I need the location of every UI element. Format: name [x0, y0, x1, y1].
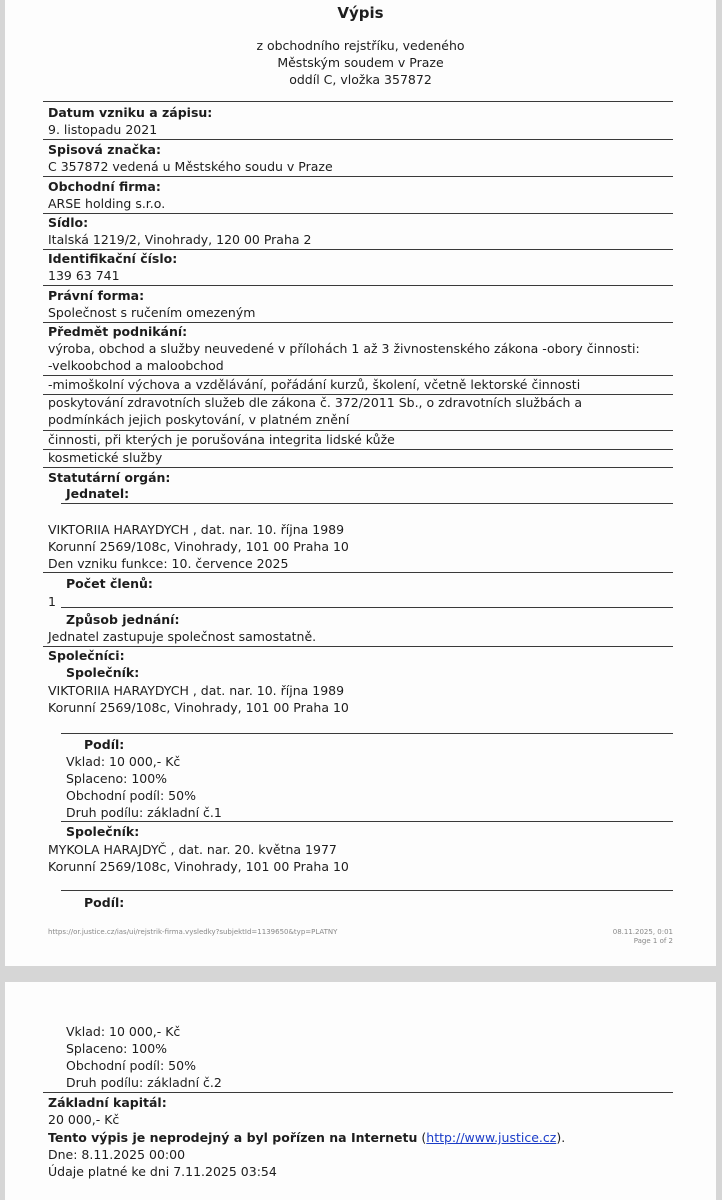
closing-statement: [48, 1130, 565, 1145]
closing-bold-text: Tento výpis je neprodejný a byl pořízen na Internetu: [48, 1130, 418, 1145]
spolecnik-address: Korunní 2569/108c, Vinohrady, 101 00 Praha 10: [48, 700, 349, 715]
predmet-line: činnosti, při kterých je porušována integrita lidské kůže: [48, 432, 395, 447]
podil-label: Podíl:: [84, 895, 125, 910]
forma-value: Společnost s ručením omezeným: [48, 305, 256, 320]
divider: [43, 646, 673, 647]
predmet-line: podmínkách jejich poskytování, v platném znění: [48, 412, 350, 427]
vklad: Vklad: 10 000,- Kč: [66, 1024, 181, 1039]
dne-text: Dne: 8.11.2025 00:00: [48, 1147, 186, 1162]
header-line-1: z obchodního rejstříku, vedeného: [256, 38, 465, 53]
pocet-label: Počet členů:: [66, 576, 153, 591]
footer-url: https://or.justice.cz/ias/ui/rejstrik-firma.vysledky?subjektId=1139650&typ=PLATNY: [48, 928, 338, 936]
ico-label: Identifikační číslo:: [48, 251, 178, 266]
datum-label: Datum vzniku a zápisu:: [48, 105, 213, 120]
divider: [43, 139, 673, 140]
jednatel-name: VIKTORIIA HARAYDYCH , dat. nar. 10. října 1989: [48, 522, 345, 537]
sidlo-value: Italská 1219/2, Vinohrady, 120 00 Praha 2: [48, 232, 312, 247]
zpusob-value: Jednatel zastupuje společnost samostatně.: [48, 629, 317, 644]
udaje-text: Údaje platné ke dni 7.11.2025 03:54: [48, 1164, 277, 1179]
header-line-3: oddíl C, vložka 357872: [289, 72, 432, 87]
predmet-line: -mimoškolní výchova a vzdělávání, pořádání kurzů, školení, včetně lektorské činnosti: [48, 377, 581, 392]
predmet-line: kosmetické služby: [48, 450, 163, 465]
jednatel-funkce: Den vzniku funkce: 10. července 2025: [48, 556, 289, 571]
divider: [43, 430, 673, 431]
header-line-2: Městským soudem v Praze: [277, 55, 444, 70]
spis-value: C 357872 vedená u Městského soudu v Praze: [48, 159, 333, 174]
jednatel-address: Korunní 2569/108c, Vinohrady, 101 00 Praha 10: [48, 539, 349, 554]
document-page-2: [5, 982, 716, 1200]
divider: [43, 375, 673, 376]
document-page-1: [5, 0, 716, 966]
druh-podilu: Druh podílu: základní č.2: [66, 1075, 222, 1090]
forma-label: Právní forma:: [48, 288, 145, 303]
sidlo-label: Sídlo:: [48, 215, 89, 230]
footer-page: Page 1 of 2: [633, 937, 673, 945]
divider: [61, 890, 673, 891]
paren-open: (: [417, 1130, 427, 1145]
spolecnici-label: Společníci:: [48, 648, 125, 663]
datum-value: 9. listopadu 2021: [48, 122, 158, 137]
divider: [61, 733, 673, 734]
spolecnik-label: Společník:: [66, 824, 140, 839]
divider: [43, 1092, 673, 1093]
zpusob-label: Způsob jednání:: [66, 612, 180, 627]
statutarni-label: Statutární orgán:: [48, 470, 171, 485]
divider: [43, 572, 673, 573]
splaceno: Splaceno: 100%: [66, 1041, 168, 1056]
kapital-value: 20 000,- Kč: [48, 1112, 120, 1127]
vklad: Vklad: 10 000,- Kč: [66, 754, 181, 769]
firma-value: ARSE holding s.r.o.: [48, 196, 166, 211]
divider: [43, 176, 673, 177]
divider: [43, 467, 673, 468]
predmet-line: poskytování zdravotních služeb dle zákona č. 372/2011 Sb., o zdravotních službách a: [48, 395, 583, 410]
spolecnik-name: MYKOLA HARAJDYČ , dat. nar. 20. května 1977: [48, 842, 337, 857]
paren-close: ).: [556, 1130, 566, 1145]
divider: [43, 249, 673, 250]
divider: [43, 285, 673, 286]
footer-datetime: 08.11.2025, 0:01: [612, 928, 673, 936]
spis-label: Spisová značka:: [48, 142, 161, 157]
pocet-value: 1: [48, 594, 56, 609]
predmet-line: -velkoobchod a maloobchod: [48, 358, 224, 373]
jednatel-label: Jednatel:: [66, 486, 130, 501]
divider: [43, 101, 673, 102]
divider: [43, 213, 673, 214]
obchodni-podil: Obchodní podíl: 50%: [66, 788, 196, 803]
podil-label: Podíl:: [84, 737, 125, 752]
justice-link[interactable]: http://www.justice.cz: [426, 1130, 557, 1145]
divider: [43, 322, 673, 323]
spolecnik-label: Společník:: [66, 665, 140, 680]
splaceno: Splaceno: 100%: [66, 771, 168, 786]
document-title: Výpis: [337, 4, 384, 22]
spolecnik-name: VIKTORIIA HARAYDYCH , dat. nar. 10. října 1989: [48, 683, 345, 698]
ico-value: 139 63 741: [48, 268, 120, 283]
predmet-label: Předmět podnikání:: [48, 324, 188, 339]
kapital-label: Základní kapitál:: [48, 1095, 167, 1110]
predmet-line: výroba, obchod a služby neuvedené v přílohách 1 až 3 živnostenského zákona -obory činnosti:: [48, 341, 640, 356]
obchodni-podil: Obchodní podíl: 50%: [66, 1058, 196, 1073]
firma-label: Obchodní firma:: [48, 179, 161, 194]
divider: [61, 503, 673, 504]
divider: [61, 821, 673, 822]
druh-podilu: Druh podílu: základní č.1: [66, 805, 222, 820]
divider: [61, 607, 673, 608]
spolecnik-address: Korunní 2569/108c, Vinohrady, 101 00 Praha 10: [48, 859, 349, 874]
